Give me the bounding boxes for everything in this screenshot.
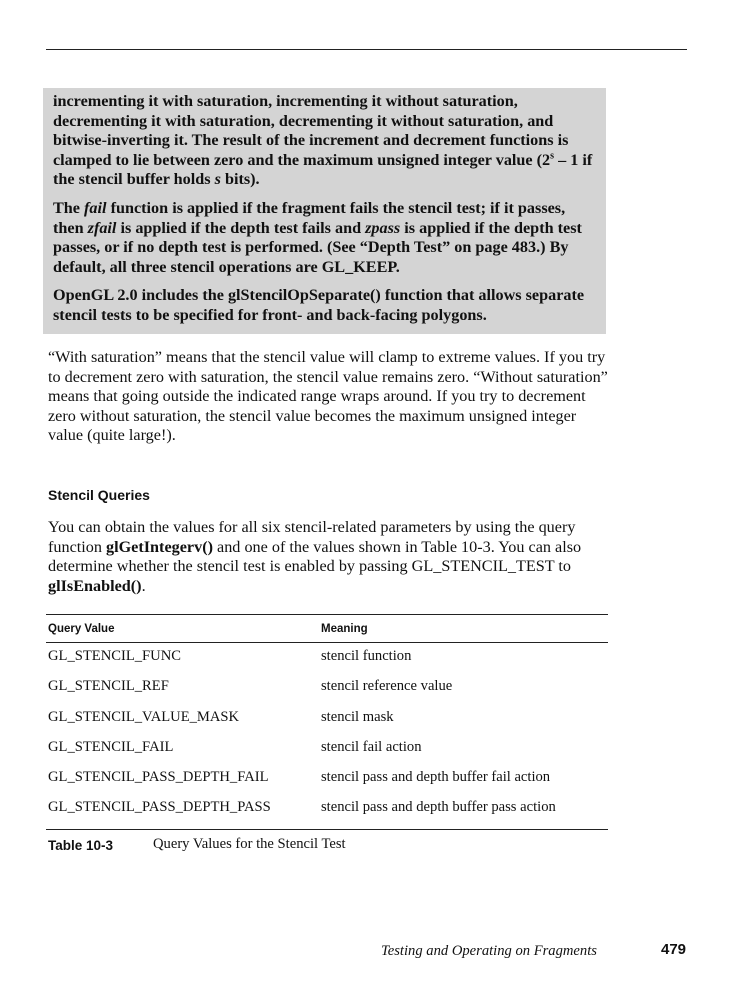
note-p2-zfail: zfail xyxy=(87,218,117,237)
page-number: 479 xyxy=(661,941,687,958)
note-p2-text-b: function is applied if the fragment fails the stencil test; if it passes, then xyxy=(53,198,566,237)
note-p1-superscript: s xyxy=(550,150,555,162)
note-p1-text-c: bits). xyxy=(220,170,260,189)
table-cell-query-value: GL_STENCIL_FAIL xyxy=(48,738,174,755)
table-header-meaning: Meaning xyxy=(321,623,368,635)
note-p2-fail: fail xyxy=(84,198,107,217)
body-p2-func-1: glGetIntegerv() xyxy=(106,537,213,556)
table-cell-query-value: GL_STENCIL_REF xyxy=(48,678,169,695)
table-cell-query-value: GL_STENCIL_VALUE_MASK xyxy=(48,708,240,725)
body-paragraph-2 xyxy=(48,518,608,596)
body-paragraph-1: “With saturation” means that the stencil value will clamp to extreme values. If you try to decrement zero with saturation, the stencil value remains zero. “Without saturation” means that going outside the indicated range wraps around. If you try to decrement zero without saturation, the stencil value becomes the maximum unsigned integer value (quite large!). xyxy=(48,348,608,444)
table-row xyxy=(46,794,608,824)
note-paragraph-2 xyxy=(53,199,596,277)
table-row xyxy=(46,673,608,703)
note-paragraph-1 xyxy=(53,92,596,190)
table-cell-query-value: GL_STENCIL_PASS_DEPTH_FAIL xyxy=(48,769,269,786)
body-p2-text-b: and one of the values shown in Table 10-3. You can also determine whether the stencil test is enabled by passing GL_STENCIL_TEST to xyxy=(48,537,582,575)
section-heading: Stencil Queries xyxy=(48,487,150,503)
note-p1-text-b: – 1 if the stencil buffer holds xyxy=(53,150,593,189)
note-p2-zpass: zpass xyxy=(365,218,401,237)
table-header-query-value: Query Value xyxy=(48,623,115,635)
table-cell-meaning: stencil pass and depth buffer pass action xyxy=(321,799,556,816)
table-cell-meaning: stencil function xyxy=(321,648,412,664)
table-cell-meaning: stencil pass and depth buffer fail action xyxy=(321,769,551,786)
note-p1-var-s: s xyxy=(214,170,221,189)
note-p2-text-a: The xyxy=(53,198,85,217)
table-row xyxy=(46,764,608,794)
note-p2-text-d: is applied if the depth test passes, or if no depth test is performed. (See “Depth Test” on page 483.) By default, all three stencil operations are GL_KEEP. xyxy=(53,218,582,276)
note-box xyxy=(43,88,606,334)
top-rule xyxy=(46,49,687,50)
note-p1-text-a: incrementing it with saturation, incrementing it without saturation, decrementing it with saturation, decrementing it without saturation, and bitwise-inverting it. The result of the increment and decrement functions is clamped to lie between zero and the maximum unsigned integer value (2 xyxy=(53,92,569,169)
table-cell-query-value: GL_STENCIL_PASS_DEPTH_PASS xyxy=(48,799,271,816)
note-p3-text-b: function that allows separate stencil tests to be specified for front- and back-facing polygons. xyxy=(53,286,585,324)
table-row xyxy=(46,734,608,764)
caption-text: Query Values for the Stencil Test xyxy=(153,836,346,852)
query-values-table xyxy=(46,614,608,830)
table-row xyxy=(46,643,608,673)
note-p3-text-a: OpenGL 2.0 includes the xyxy=(53,286,228,305)
caption-label: Table 10-3 xyxy=(48,838,114,853)
table-cell-meaning: stencil mask xyxy=(321,708,394,725)
table-caption xyxy=(48,836,346,855)
table-cell-meaning: stencil reference value xyxy=(321,678,453,695)
body-p2-func-2: glIsEnabled() xyxy=(48,576,142,595)
body-p2-text-c: . xyxy=(141,576,146,595)
note-p3-function: glStencilOpSeparate() xyxy=(227,286,381,305)
table-cell-query-value: GL_STENCIL_FUNC xyxy=(48,648,181,664)
running-footer-title: Testing and Operating on Fragments xyxy=(381,943,597,959)
body-p2-text-a: You can obtain the values for all six stencil-related parameters by using the query function xyxy=(48,518,576,556)
note-paragraph-3 xyxy=(53,286,596,325)
note-p2-text-c: is applied if the depth test fails and xyxy=(116,218,366,237)
table-bottom-rule xyxy=(46,829,608,830)
table-header-row xyxy=(46,615,608,643)
table-row xyxy=(46,704,608,734)
table-cell-meaning: stencil fail action xyxy=(321,738,422,755)
